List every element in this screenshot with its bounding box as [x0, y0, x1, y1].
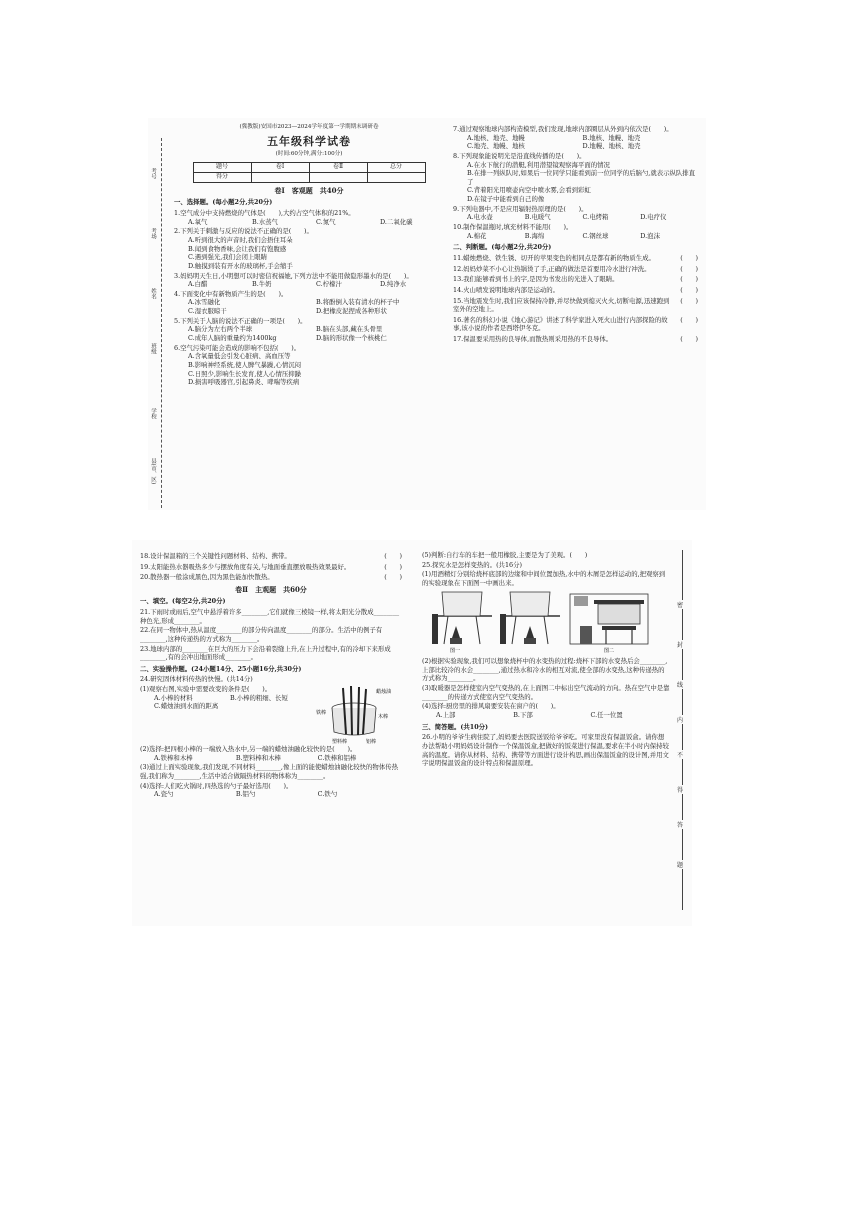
true-false-question [453, 316, 698, 333]
fill-question: 21.下雨时或雨后,空气中悬浮着许多________,它们就像三棱镜一样,将太阳光分散成________种色光,形成________。 [140, 608, 400, 625]
table-top [602, 626, 636, 630]
choice-question: 9.下列电器中,不是应用辐射热原理的是( )。 [453, 204, 588, 213]
question-25-2: (2)根据实验现象,我们可以想象烧杯中的水变热的过程:烧杯下部的水变热后会________,上部比较冷的水会________,通过热水和冷水的相互对流,使全部的水变热,这种传递热的方式称为________。 [422, 657, 668, 683]
figure-label: 塑料棒 [332, 739, 348, 745]
binding-label: 考号 [150, 168, 156, 179]
option[interactable]: C.钢丝球 [582, 231, 609, 240]
page1-right-column [453, 124, 698, 346]
question-text: 20.散热器一般涂成黑色,因为黑色能加快散热。 [140, 573, 274, 582]
seal-line-margin [674, 540, 692, 926]
option[interactable]: D.把橡皮泥捏成各种形状 [316, 307, 387, 316]
stand-leg [444, 616, 448, 644]
figure-label: 蜡烛油 [376, 689, 392, 696]
true-false-question [453, 265, 698, 274]
figure-label: 铁棒 [316, 710, 327, 717]
true-false-question [453, 335, 698, 344]
page2-right-column [422, 550, 670, 768]
option[interactable]: C.湿衣服晾干 [188, 307, 227, 316]
option[interactable]: B.将酚倒入装有清水的杯子中 [316, 298, 400, 307]
option[interactable]: B.小棒的粗细、长短 [230, 693, 288, 702]
stand-leg [544, 616, 548, 644]
question-text: 11.蜡烛燃烧、铁生锈、切开的苹果变色的相同点是都有新的物质生成。 [453, 253, 655, 262]
options [174, 236, 444, 271]
option[interactable]: D.在镜子中能看到自己的像 [467, 195, 545, 204]
options [453, 134, 698, 151]
question-text: 13.我们能够看到书上的字,是因为书发出的光进入了眼睛。 [453, 275, 619, 284]
exam-page-1 [148, 118, 706, 510]
curtain-rod [594, 600, 644, 604]
section-heading: 二、判断题。(每小题2分,共20分) [453, 243, 552, 252]
answer-bracket[interactable]: ( ) [680, 315, 698, 324]
question-24-1: (1)观察右图,实验中需要改变的条件是( )。 [140, 685, 272, 694]
option[interactable]: A.小棒的材料 [154, 693, 193, 702]
exam-header: (冀教版)安国市2023—2024学年度第一学期期末调研卷 [239, 124, 379, 130]
option[interactable]: D.脑的形状像一个核桃仁 [316, 333, 387, 342]
question-25-1: (1)用酒精灯分别给烧杯底部的边缘和中间位置加热,水中的木屑是怎样运动的,把观察到的实验现象在下面图一中画出来。 [422, 570, 666, 587]
answer-bracket[interactable]: ( ) [384, 562, 402, 571]
option[interactable]: C.成年人脑的重量约为1400kg [188, 333, 277, 342]
beaker [510, 592, 550, 616]
option[interactable]: D.泡沫 [640, 231, 660, 240]
binding-label: 考场 [150, 228, 156, 239]
window [598, 604, 640, 624]
option[interactable]: D.二氧化碳 [380, 217, 413, 226]
option[interactable]: C.日照少,影响生长发育,使人心情压抑躁 [188, 369, 302, 378]
option[interactable]: C.铁勺 [317, 790, 338, 799]
figure-caption: 图一 [450, 647, 461, 654]
section-heading: 二、实验操作题。(24小题14分、25小题16分,共30分) [140, 664, 302, 673]
alcohol-lamp [524, 638, 536, 644]
choice-question: 7.通过观察地球内部构造模型,我们发现,地球内部圈层从外到内依次是( )。 [453, 125, 673, 133]
score-cell[interactable] [309, 172, 367, 182]
option[interactable]: C.电烤箱 [582, 213, 609, 222]
option[interactable]: B.海绵 [524, 231, 545, 240]
stand-post [432, 614, 438, 644]
option[interactable]: A.脑分为左右两个半球 [188, 325, 253, 334]
score-header: 题号 [193, 162, 251, 172]
true-false-list [453, 254, 698, 344]
choice-question: 10.制作保温瓶时,填充材料不能用( )。 [453, 223, 573, 232]
exam-title: 五年级科学试卷 [267, 134, 351, 148]
answer-bracket[interactable]: ( ) [680, 335, 698, 344]
question-25-4: (4)选择:厨房里的排风扇要安装在窗户的( )。 [422, 702, 560, 711]
question-text: 16.著名的科幻小说《地心游记》讲述了科学家进入死火山进行内部探险的故事,该小说的作者是西塔伊冬克。 [453, 315, 668, 333]
score-cell[interactable] [251, 172, 309, 182]
beaker-setup-1 [432, 592, 492, 644]
option[interactable]: A.氧气 [188, 217, 208, 226]
seal-char: 封 [677, 642, 684, 649]
options [174, 280, 444, 289]
option[interactable]: A.白醋 [188, 280, 208, 289]
option[interactable]: B.下部 [513, 711, 533, 720]
figure-label: 木棒 [378, 714, 389, 721]
choice-question: 2.下列关于刺激与反应的说法不正确的是( )。 [174, 227, 313, 236]
answer-bracket[interactable]: ( ) [384, 552, 402, 560]
option[interactable]: A.含氧量低会引发心脏病、高血压等 [188, 352, 291, 361]
binding-label: 县(市、区) [150, 458, 156, 485]
question-24-figure-row [140, 684, 402, 744]
heating-water-diagram [422, 588, 652, 654]
score-header: 卷Ⅰ [251, 162, 309, 172]
score-header: 卷Ⅱ [309, 162, 367, 172]
answer-bracket[interactable]: ( ) [680, 253, 698, 262]
option[interactable]: C.背着阳光用喷壶向空中喷水雾,会看到彩虹 [467, 186, 591, 195]
heater [580, 626, 592, 644]
true-false-question [140, 552, 402, 561]
true-false-list [140, 552, 402, 582]
exam-subtitle: (时间:60分钟,满分:100分) [275, 151, 343, 158]
option[interactable]: A.上部 [436, 711, 456, 720]
alcohol-lamp-flame [452, 626, 460, 638]
options [174, 352, 444, 387]
beaker-body [332, 708, 376, 735]
question-text: 18.设计保温箱的三个关键性问题材料、结构、携带。 [140, 552, 291, 560]
options [174, 218, 444, 227]
option[interactable]: A.电水壶 [467, 213, 493, 222]
question-text: 15.当地震发生时,我们应该保持冷静,并尽快做到熄灭火火,切断电源,迅速跑到室外的空地上。 [453, 296, 670, 314]
choice-question: 1.空气成分中支持燃烧的气体是( ),大约占空气体积的21%。 [174, 209, 355, 218]
fill-question: 22.在同一物体中,热从温度________的部分传向温度________的部分。生活中的例子有________,这种传递热的方式称为________。 [140, 626, 383, 643]
binding-label: 姓名 [150, 288, 156, 299]
page1-left-column [174, 124, 444, 387]
option[interactable]: A.在水下航行的潜艇,利用潜望镜观察海平面的情况 [467, 160, 610, 169]
options [174, 298, 444, 315]
choice-question: 4.下面变化中有新物质产生的是( )。 [174, 289, 288, 298]
question-text: 14.火山喷发说明地球内部是运动的。 [453, 285, 560, 294]
page2-left-column [140, 550, 402, 799]
option[interactable]: C.遇到强光,我们会闭上眼睛 [188, 253, 268, 262]
alcohol-lamp [450, 638, 462, 644]
option[interactable]: A.地核、地壳、地幔 [467, 133, 525, 142]
true-false-question [453, 275, 698, 284]
option[interactable]: B.闻到食物香味,会让我们有饱腹感 [188, 244, 287, 253]
seal-char: 不 [677, 752, 684, 759]
question-26: 26.小明的爷爷生病住院了,妈妈要去医院送饭给爷爷吃。可家里没有保温饭盒。请你想办法帮助小明妈妈设计制作一个保温饭盒,把做好的饭菜进行保温,要求在半小时内保持较高的温度。请你从材料、结构、携带等方面进行设计构思,画出保温饭盒的设计图,并用文字说明保温饭盒的设计特点和保温原理。 [422, 733, 669, 768]
option[interactable]: B.脑在头部,藏在头骨里 [316, 325, 383, 334]
score-row-label: 得分 [193, 172, 251, 182]
choice-question: 6.空气污染可能会造成的影响不包括( )。 [174, 343, 301, 352]
option[interactable]: A.听到很大的声音时,我们会捂住耳朵 [188, 235, 293, 244]
seal-char: 得 [677, 787, 684, 794]
score-header: 总分 [367, 162, 425, 172]
question-text: 12.妈妈炒菜不小心让热锅烫了手,正确的做法是首要用冷水进行冲洗。 [453, 264, 651, 273]
option[interactable]: B.地核、地幔、地壳 [582, 133, 641, 142]
rod [351, 686, 352, 735]
choice-question: 3.妈妈明天生日,小明想可以时密信祝福她,下列方法中不能用做隐形墨水的是( )。 [174, 271, 413, 280]
beaker-setup-2 [500, 592, 560, 644]
option[interactable]: A.铁棒和木棒 [154, 753, 193, 762]
stand-post [500, 614, 506, 644]
option[interactable]: D.纯净水 [380, 280, 407, 289]
option[interactable]: A.瓷勺 [154, 790, 174, 799]
true-false-question [140, 573, 402, 582]
option[interactable]: D.触摸到装有开水的玻璃杯,手会缩手 [188, 261, 293, 270]
question-25: 25.探究水是怎样变热的。(共16分) [422, 560, 522, 569]
option[interactable]: B.影响神经系统,使人脾气暴躁,心情沉闷 [188, 360, 302, 369]
exam-page-2 [132, 540, 692, 926]
options [453, 232, 698, 241]
option[interactable]: D.损害呼吸器官,引起鼻炎、哮喘等疾病 [188, 378, 300, 387]
question-24: 24.研究固体材料传热的快慢。(共14分) [140, 675, 253, 684]
option[interactable]: D.地幔、地核、地壳 [582, 142, 641, 151]
binding-line [161, 138, 162, 508]
option[interactable]: B.水蒸气 [252, 217, 278, 226]
question-list [174, 209, 444, 387]
option[interactable]: C.蜡烛油到水面的距离 [154, 702, 219, 711]
stand-leg [476, 616, 480, 644]
option[interactable]: C.地壳、地幔、地核 [467, 142, 525, 151]
option[interactable]: D.电疗仪 [640, 213, 667, 222]
question-24-5: (5)判断:自行车的车把一般用橡胶,主要是为了美观。( ) [422, 551, 588, 559]
choice-question: 8.下列现象能说明光是沿直线传播的是( )。 [453, 151, 586, 160]
binding-label: 学校 [150, 408, 156, 419]
rod [358, 687, 359, 735]
true-false-question [140, 563, 402, 572]
true-false-question [453, 286, 698, 295]
answer-bracket[interactable]: ( ) [680, 296, 698, 305]
choice-question: 5.下列关于人脑的说法不正确的一项是( )。 [174, 316, 307, 325]
seal-char: 密 [677, 602, 684, 609]
question-list [453, 125, 698, 240]
section-heading: 三、简答题。(共10分) [422, 722, 489, 731]
section-heading: 一、填空。(每空2分,共20分) [140, 597, 226, 606]
answer-bracket[interactable]: ( ) [680, 285, 698, 294]
fill-question: 23.地球内部的________在巨大的压力下会沿着裂缝上升,在上升过程中,有的冷却下来形成________,有的会冲出地面形成________。 [140, 644, 391, 662]
seal-char: 答 [677, 822, 684, 829]
option[interactable]: B.牛奶 [252, 280, 272, 289]
option[interactable]: A.冰雪融化 [188, 298, 221, 307]
stand-leg [512, 616, 516, 644]
options [140, 790, 402, 799]
option[interactable]: A.棉花 [467, 231, 487, 240]
score-table [193, 162, 426, 183]
options [422, 711, 670, 720]
options [140, 754, 402, 763]
room-heater-scene [570, 594, 648, 644]
binding-label: 班级 [150, 343, 156, 354]
option[interactable]: C.铁棒和铝棒 [317, 753, 357, 762]
answer-bracket[interactable]: ( ) [384, 573, 402, 582]
wall-picture [574, 596, 588, 606]
question-24-4: (4)选择:人们吃火锅时,四热选的勺子最好选用( )。 [140, 781, 293, 790]
options [453, 161, 698, 204]
figure-caption: 图二 [604, 647, 615, 654]
option[interactable]: B.电暖气 [524, 213, 551, 222]
options [174, 325, 444, 342]
figure-label: 铝棒 [366, 739, 377, 745]
beaker [442, 592, 482, 616]
seal-char: 线 [677, 682, 684, 689]
options [453, 213, 698, 222]
alcohol-lamp-flame [526, 626, 534, 638]
question-24-3: (3)通过上面实验现象,我们发现,不同材料________,像上面的能使蜡烛油融化较快的物体传热强,我们称为________,生活中适合做隔热材料的物体称为________。 [140, 763, 398, 781]
option[interactable]: C.任一位置 [590, 711, 623, 720]
option[interactable]: B.塑料棒和木棒 [235, 753, 281, 762]
part-heading: 卷Ⅰ 客观题 共40分 [274, 185, 344, 195]
true-false-question [453, 297, 698, 314]
binding-margin [148, 138, 174, 508]
option[interactable]: B.铝勺 [235, 790, 256, 799]
answer-bracket[interactable]: ( ) [680, 275, 698, 284]
answer-bracket[interactable]: ( ) [680, 264, 698, 273]
option[interactable]: B.在排一列纵队时,如果后一位同学只能看到前一位同学的后脑勺,就表示纵队排直了 [467, 169, 696, 186]
seal-char: 题 [677, 862, 684, 869]
question-24-2: (2)选择:把四根小棒的一端放入热水中,另一端的蜡烛油融化较快的是( )。 [140, 745, 357, 754]
option[interactable]: C.氮气 [316, 217, 336, 226]
score-cell[interactable] [367, 172, 425, 182]
seal-char: 内 [677, 717, 684, 724]
part-heading: 卷Ⅱ 主观题 共60分 [235, 584, 307, 594]
section-heading: 一、选择题。(每小题2分,共20分) [174, 198, 273, 207]
question-text: 19.太阳能热水器吸热多少与摆放角度有关,与地面垂直摆放吸热效果最好。 [140, 562, 351, 571]
options [140, 694, 306, 711]
option[interactable]: C.柠檬汁 [316, 280, 342, 289]
question-25-3: (3)取暖器是怎样使室内空气变热的,在上面图二中标出空气流动的方向。热在空气中是靠________的传递方式使室内空气变热的。 [422, 684, 670, 701]
rods-in-water-diagram [310, 684, 402, 744]
true-false-question [453, 254, 698, 263]
question-text: 17.保温要采用热的良导体,而散热则采用热的不良导体。 [453, 335, 613, 344]
